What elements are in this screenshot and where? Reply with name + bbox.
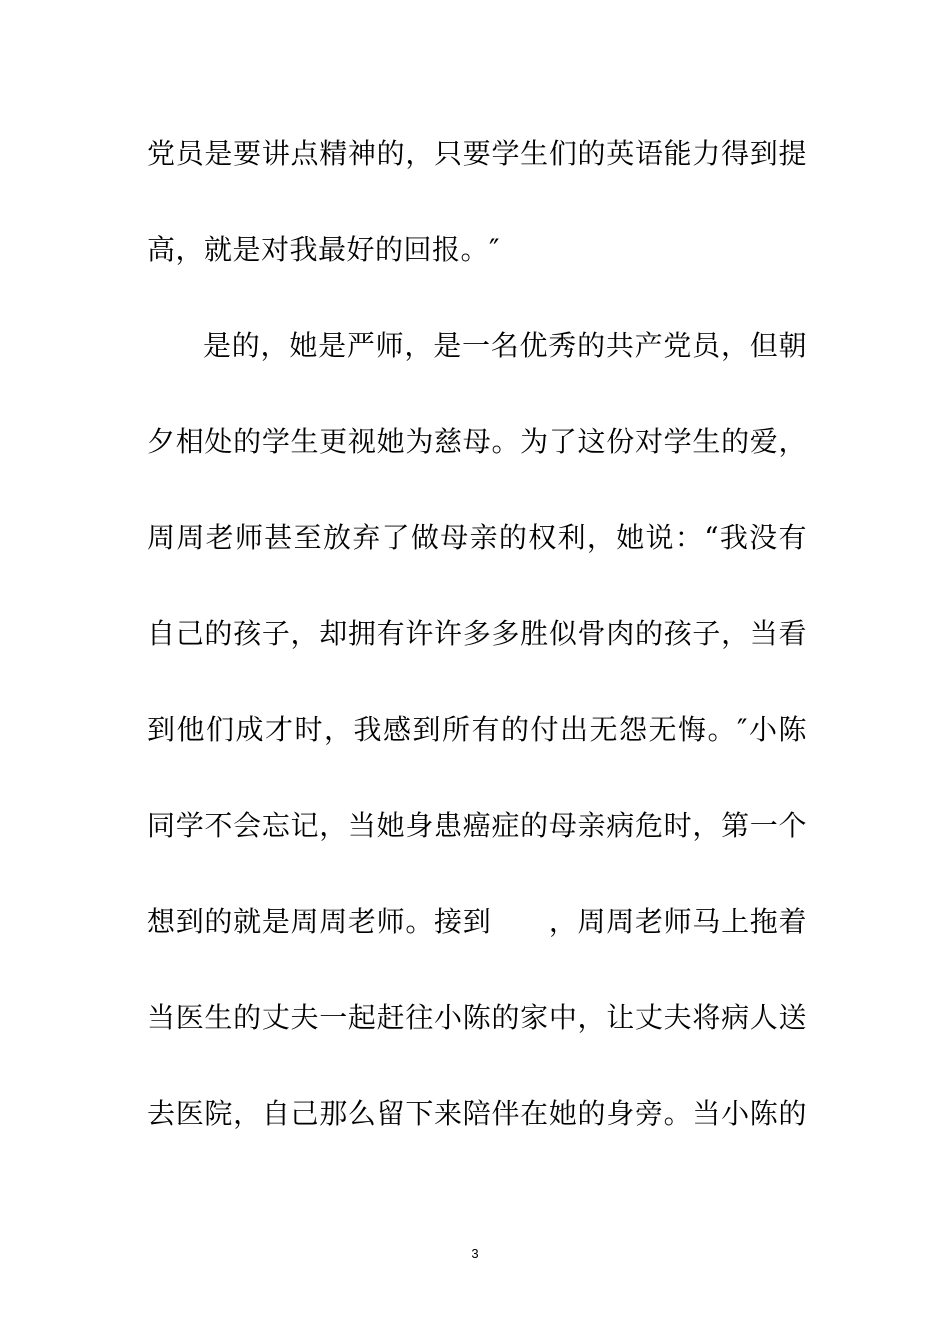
body-text-line: 夕相处的学生更视她为慈母。为了这份对学生的爱，	[147, 425, 807, 458]
page-number: 3	[471, 1246, 479, 1261]
body-text-line: 同学不会忘记，当她身患癌症的母亲病危时，第一个	[147, 809, 807, 842]
body-text-line: 周周老师甚至放弃了做母亲的权利，她说：“我没有	[147, 521, 807, 554]
paragraph-first-line: 是的，她是严师，是一名优秀的共产党员，但朝	[203, 329, 807, 362]
body-text-line: 去医院，自己那么留下来陪伴在她的身旁。当小陈的	[147, 1097, 807, 1130]
body-text-line: 想到的就是周周老师。接到 ，周周老师马上拖着	[147, 905, 807, 938]
body-text-line: 自己的孩子，却拥有许许多多胜似骨肉的孩子，当看	[147, 617, 807, 650]
body-text-line: 到他们成才时，我感到所有的付出无怨无悔。″小陈	[147, 713, 807, 746]
body-text-line: 高，就是对我最好的回报。″	[147, 233, 500, 266]
body-text-line: 党员是要讲点精神的，只要学生们的英语能力得到提	[147, 137, 807, 170]
body-text-line: 当医生的丈夫一起赶往小陈的家中，让丈夫将病人送	[147, 1001, 807, 1034]
